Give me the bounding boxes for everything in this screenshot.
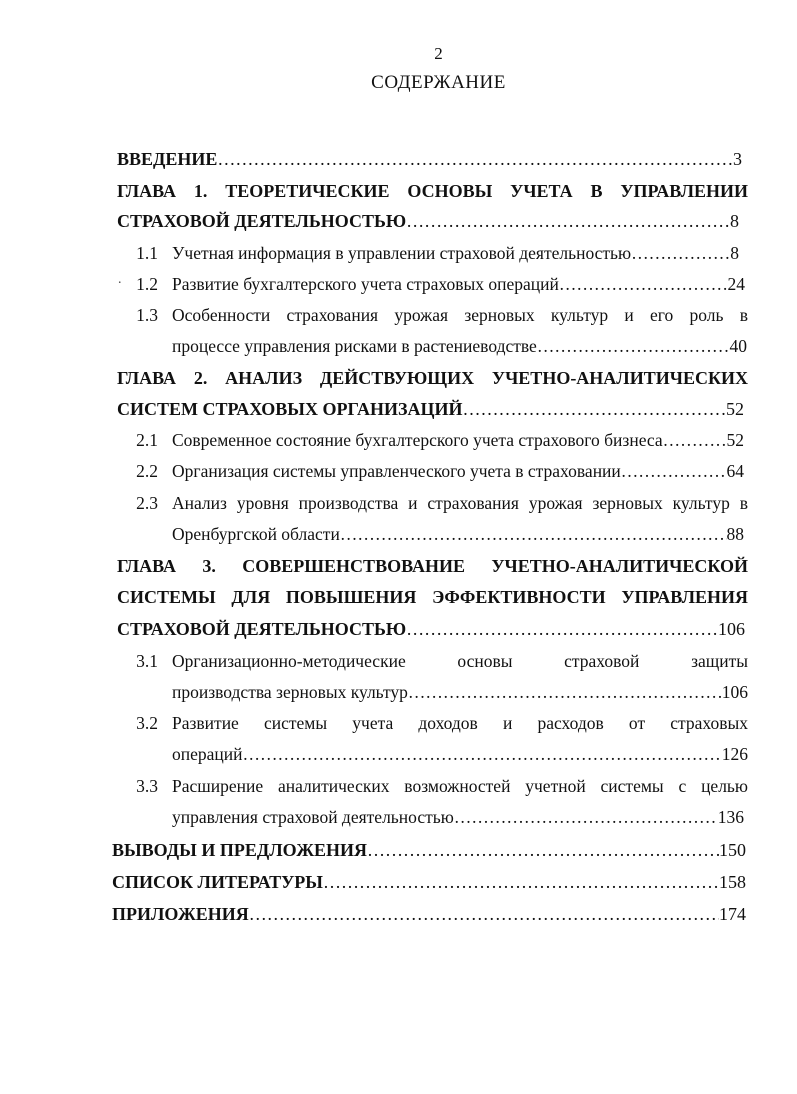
leader-dots (408, 677, 722, 707)
leader-dots (217, 144, 733, 174)
leader-dots (406, 614, 718, 644)
toc-chapter-2-line2: СИСТЕМ СТРАХОВЫХ ОРГАНИЗАЦИЙ (117, 399, 463, 419)
section-number: 1.3 (136, 305, 158, 325)
toc-chapter-3-line3: СТРАХОВОЙ ДЕЯТЕЛЬНОСТЬЮ (117, 619, 407, 639)
section-page: 106 (721, 682, 748, 702)
toc-references-label: СПИСОК ЛИТЕРАТУРЫ (112, 872, 323, 892)
toc-chapter-2-page: 52 (726, 399, 744, 419)
section-page: 64 (726, 461, 744, 481)
section-number: 2.2 (136, 461, 158, 481)
toc-chapter-3-line1[interactable]: ГЛАВА 3. СОВЕРШЕНСТВОВАНИЕ УЧЕТНО-АНАЛИТИЧЕСКОЙ (117, 556, 748, 576)
toc-intro-page: 3 (733, 149, 742, 169)
leader-dots (340, 519, 727, 549)
section-number: 2.1 (136, 430, 158, 450)
section-number: 2.3 (136, 493, 158, 513)
toc-references[interactable] (112, 867, 746, 897)
toc-section-1-3-line1[interactable]: Особенности страхования урожая зерновых культур и его роль в (172, 305, 748, 325)
toc-appendices-page: 174 (719, 904, 746, 924)
toc-section-3-1-line1[interactable]: Организационно-методические основы страховой защиты (172, 651, 748, 671)
section-title-line2: операций (172, 744, 243, 764)
section-page: 8 (730, 243, 739, 263)
leader-dots (621, 456, 727, 486)
section-number: 1.2 (136, 274, 158, 294)
toc-section-1-3[interactable] (172, 331, 747, 361)
page-number: 2 (434, 44, 443, 63)
section-number: 3.1 (136, 651, 158, 671)
toc-appendices-label: ПРИЛОЖЕНИЯ (112, 904, 249, 924)
toc-conclusions-label: ВЫВОДЫ И ПРЕДЛОЖЕНИЯ (112, 840, 368, 860)
toc-chapter-1-page: 8 (730, 211, 739, 231)
toc-appendices[interactable] (112, 899, 746, 929)
section-number: 3.3 (136, 776, 158, 796)
leader-dots (249, 899, 719, 929)
section-title-line2: Оренбургской области (172, 524, 340, 544)
toc-section-2-3[interactable] (172, 519, 744, 549)
toc-chapter-3-line2[interactable]: СИСТЕМЫ ДЛЯ ПОВЫШЕНИЯ ЭФФЕКТИВНОСТИ УПРАВЛЕНИЯ (117, 587, 748, 607)
toc-section-3-3[interactable] (172, 802, 744, 832)
section-title-line2: управления страховой деятельностью (172, 807, 454, 827)
toc-section-1-2[interactable] (172, 269, 745, 299)
leader-dots (323, 867, 719, 897)
section-page: 24 (727, 274, 745, 294)
leader-dots (367, 835, 719, 865)
section-number: 3.2 (136, 713, 158, 733)
leader-dots (406, 206, 730, 236)
leader-dots (454, 802, 718, 832)
stray-mark: . (118, 272, 122, 287)
toc-section-3-2-line1[interactable]: Развитие системы учета доходов и расходов от страховых (172, 713, 748, 733)
toc-conclusions[interactable] (112, 835, 746, 865)
section-page: 136 (717, 807, 744, 827)
toc-chapter-3[interactable] (117, 614, 745, 644)
toc-chapter-1[interactable] (117, 206, 739, 236)
leader-dots (663, 425, 727, 455)
toc-chapter-1-line1[interactable]: ГЛАВА 1. ТЕОРЕТИЧЕСКИЕ ОСНОВЫ УЧЕТА В УПРАВЛЕНИИ (117, 181, 748, 201)
toc-intro[interactable] (117, 144, 742, 174)
toc-chapter-3-page: 106 (718, 619, 745, 639)
leader-dots (243, 739, 722, 769)
toc-section-2-3-line1[interactable]: Анализ уровня производства и страхования урожая зерновых культур в (172, 493, 748, 513)
section-title: Организация системы управленческого учета в страховании (172, 461, 621, 481)
leader-dots (559, 269, 728, 299)
leader-dots (537, 331, 730, 361)
section-title: Современное состояние бухгалтерского учета страхового бизнеса (172, 430, 663, 450)
section-title-line2: процессе управления рисками в растениеводстве (172, 336, 537, 356)
toc-references-page: 158 (719, 872, 746, 892)
section-page: 52 (726, 430, 744, 450)
toc-chapter-2[interactable] (117, 394, 744, 424)
section-page: 88 (726, 524, 744, 544)
section-title: Развитие бухгалтерского учета страховых операций (172, 274, 559, 294)
toc-chapter-1-line2: СТРАХОВОЙ ДЕЯТЕЛЬНОСТЬЮ (117, 211, 407, 231)
toc-conclusions-page: 150 (719, 840, 746, 860)
section-title: Учетная информация в управлении страховой деятельностью (172, 243, 632, 263)
section-page: 40 (729, 336, 747, 356)
page-title: СОДЕРЖАНИЕ (371, 72, 506, 93)
leader-dots (631, 238, 730, 268)
toc-section-1-1[interactable] (172, 238, 739, 268)
toc-section-3-1[interactable] (172, 677, 748, 707)
section-number: 1.1 (136, 243, 158, 263)
section-page: 126 (721, 744, 748, 764)
toc-chapter-2-line1[interactable]: ГЛАВА 2. АНАЛИЗ ДЕЙСТВУЮЩИХ УЧЕТНО-АНАЛИТИЧЕСКИХ (117, 368, 748, 388)
leader-dots (462, 394, 726, 424)
toc-section-2-2[interactable] (172, 456, 744, 486)
toc-section-3-3-line1[interactable]: Расширение аналитических возможностей учетной системы с целью (172, 776, 748, 796)
toc-intro-label: ВВЕДЕНИЕ (117, 149, 218, 169)
toc-section-2-1[interactable] (172, 425, 744, 455)
section-title-line2: производства зерновых культур (172, 682, 408, 702)
toc-section-3-2[interactable] (172, 739, 748, 769)
